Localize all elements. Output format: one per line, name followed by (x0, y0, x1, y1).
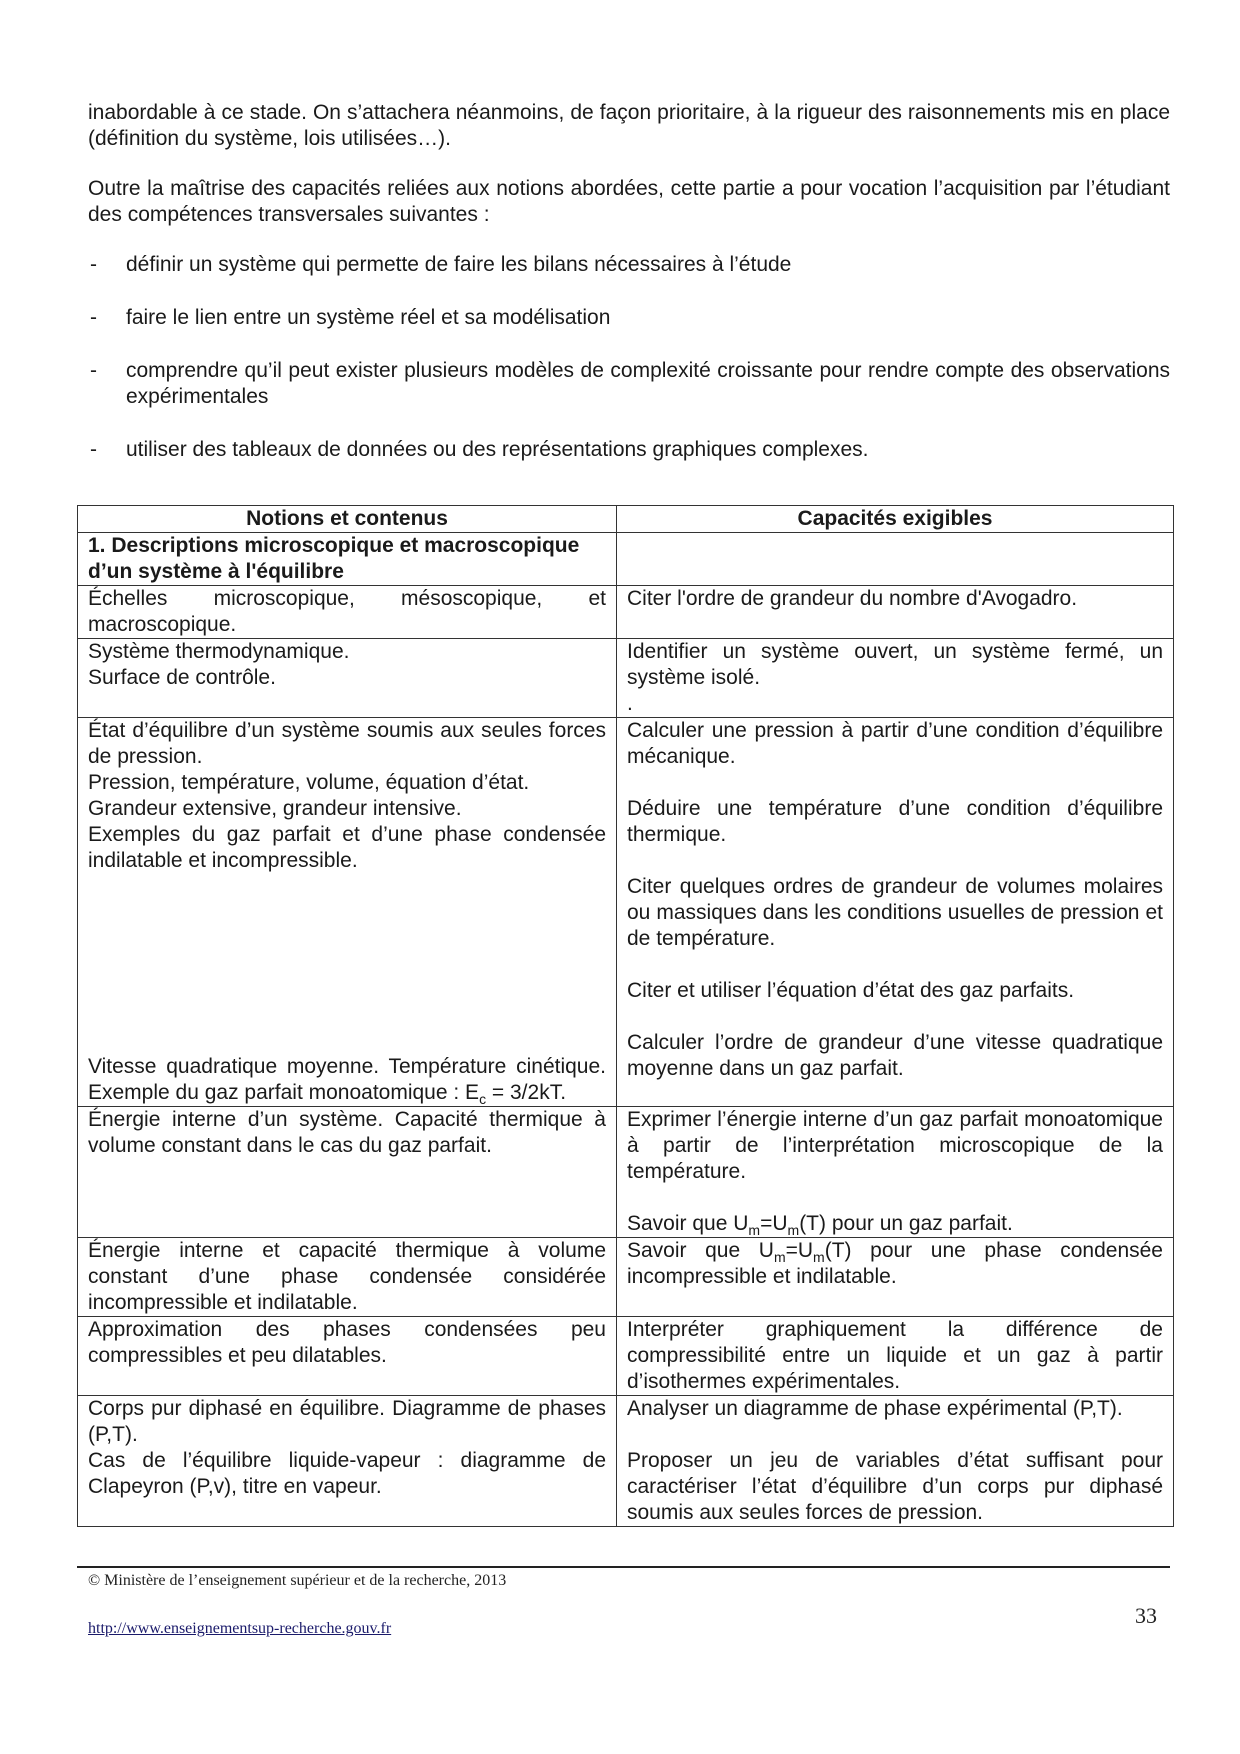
cell-line: Citer et utiliser l’équation d’état des gaz parfaits. (627, 979, 1075, 1002)
capacite-cell (617, 718, 1174, 1107)
subscript: m (773, 1249, 786, 1266)
list-item (88, 437, 1170, 463)
list-item-text: comprendre qu’il peut exister plusieurs modèles de complexité croissante pour rendre compte des observations expérimentales (126, 359, 1170, 408)
cell-line: Calculer une pression à partir d’une condition d’équilibre mécanique. (627, 719, 1163, 768)
notion-cell: Énergie interne et capacité thermique à volume constant d’une phase condensée considérée incompressible et indilatable. (78, 1238, 617, 1317)
capacite-cell (617, 1238, 1174, 1317)
subscript: c (479, 1091, 487, 1108)
bullet-dash: - (90, 306, 97, 329)
intro-text (88, 100, 1170, 463)
notion-cell: Approximation des phases condensées peu compressibles et peu dilatables. (78, 1317, 617, 1396)
competence-list (88, 252, 1170, 463)
table-header-row (78, 506, 1174, 533)
capacite-cell: Interpréter graphiquement la différence de compressibilité entre un liquide et un gaz à partir d’isothermes expérimentales. (617, 1317, 1174, 1396)
list-item (88, 358, 1170, 410)
cell-line: Surface de contrôle. (88, 666, 276, 689)
cell-line: Grandeur extensive, grandeur intensive. (88, 797, 462, 820)
text-run: =U (785, 1239, 814, 1262)
capacite-cell: Citer l'ordre de grandeur du nombre d'Avogadro. (617, 586, 1174, 639)
section-title: 1. Descriptions microscopique et macroscopique d’un système à l'équilibre (78, 533, 617, 586)
table-row (78, 586, 1174, 639)
column-header-notions: Notions et contenus (78, 506, 617, 533)
cell-line: Analyser un diagramme de phase expérimental (P,T). (627, 1397, 1123, 1420)
cell-line: Citer quelques ordres de grandeur de volumes molaires ou massiques dans les conditions usuelles de pression et de température. (627, 875, 1163, 950)
subscript: m (813, 1249, 825, 1266)
notion-cell (78, 639, 617, 718)
empty-cell (617, 533, 1174, 586)
cell-line: Pression, température, volume, équation d’état. (88, 771, 530, 794)
cell-line: Système thermodynamique. (88, 640, 350, 663)
cell-line: Identifier un système ouvert, un système fermé, un système isolé. (627, 640, 1163, 689)
table-row (78, 718, 1174, 1107)
page-number: 33 (1135, 1603, 1157, 1628)
table-section-row (78, 533, 1174, 586)
text-run: Savoir que U (627, 1212, 749, 1235)
cell-line: Calculer l’ordre de grandeur d’une vitesse quadratique moyenne dans un gaz parfait. (627, 1031, 1163, 1080)
notion-cell: Énergie interne d’un système. Capacité thermique à volume constant dans le cas du gaz parfait. (78, 1107, 617, 1238)
table-row (78, 1396, 1174, 1527)
cell-line: État d’équilibre d’un système soumis aux seules forces de pression. (88, 719, 606, 768)
cell-line: . (627, 692, 633, 715)
table-row (78, 1238, 1174, 1317)
text-run: Vitesse quadratique moyenne. Température cinétique. Exemple du gaz parfait monoatomique : E (88, 1055, 606, 1104)
ministry-link[interactable]: http://www.enseignementsup-recherche.gouv.fr (88, 1620, 392, 1637)
subscript: m (787, 1222, 800, 1239)
list-item-text: faire le lien entre un système réel et sa modélisation (126, 306, 611, 329)
cell-line: Exemples du gaz parfait et d’une phase condensée indilatable et incompressible. (88, 823, 606, 872)
text-run: (T) pour un gaz parfait. (799, 1212, 1013, 1235)
list-item-text: définir un système qui permette de faire les bilans nécessaires à l’étude (126, 253, 792, 276)
column-header-capacites: Capacités exigibles (617, 506, 1174, 533)
capacite-cell (617, 639, 1174, 718)
list-item (88, 252, 1170, 278)
notion-cell (78, 1396, 617, 1527)
program-table (77, 505, 1174, 1527)
text-run: (T) pour une phase condensée incompressible et indilatable. (627, 1239, 1163, 1288)
list-item (88, 305, 1170, 331)
paragraph: inabordable à ce stade. On s’attachera néanmoins, de façon prioritaire, à la rigueur des raisonnements mis en place (définition du système, lois utilisées…). (88, 101, 1170, 150)
list-item-text: utiliser des tableaux de données ou des représentations graphiques complexes. (126, 438, 869, 461)
subscript: m (748, 1222, 761, 1239)
table-row (78, 639, 1174, 718)
copyright-notice: © Ministère de l’enseignement supérieur et de la recherche, 2013 (88, 1572, 507, 1589)
text-run: Savoir que U (627, 1239, 774, 1262)
cell-line: Corps pur diphasé en équilibre. Diagramme de phases (P,T). (88, 1397, 606, 1446)
notion-cell (78, 718, 617, 1107)
bullet-dash: - (90, 359, 97, 382)
cell-line: Cas de l’équilibre liquide-vapeur : diagramme de Clapeyron (P,v), titre en vapeur. (88, 1449, 606, 1498)
capacite-cell (617, 1107, 1174, 1238)
paragraph: Outre la maîtrise des capacités reliées aux notions abordées, cette partie a pour vocation l’acquisition par l’étudiant des compétences transversales suivantes : (88, 177, 1170, 226)
bullet-dash: - (90, 438, 97, 461)
table-row (78, 1317, 1174, 1396)
footer-divider (77, 1566, 1170, 1568)
capacite-cell (617, 1396, 1174, 1527)
text-run: = 3/2kT. (486, 1081, 567, 1104)
cell-line (88, 1054, 606, 1106)
cell-line (627, 1211, 1163, 1237)
cell-line: Proposer un jeu de variables d’état suffisant pour caractériser l’état d’équilibre d’un corps pur diphasé soumis aux seules forces de pression. (627, 1449, 1163, 1524)
cell-line: Exprimer l’énergie interne d’un gaz parfait monoatomique à partir de l’interprétation microscopique de la température. (627, 1108, 1163, 1183)
table-row (78, 1107, 1174, 1238)
text-run: =U (760, 1212, 788, 1235)
cell-line: Déduire une température d’une condition d’équilibre thermique. (627, 797, 1163, 846)
notion-cell: Échelles microscopique, mésoscopique, et macroscopique. (78, 586, 617, 639)
bullet-dash: - (90, 253, 97, 276)
